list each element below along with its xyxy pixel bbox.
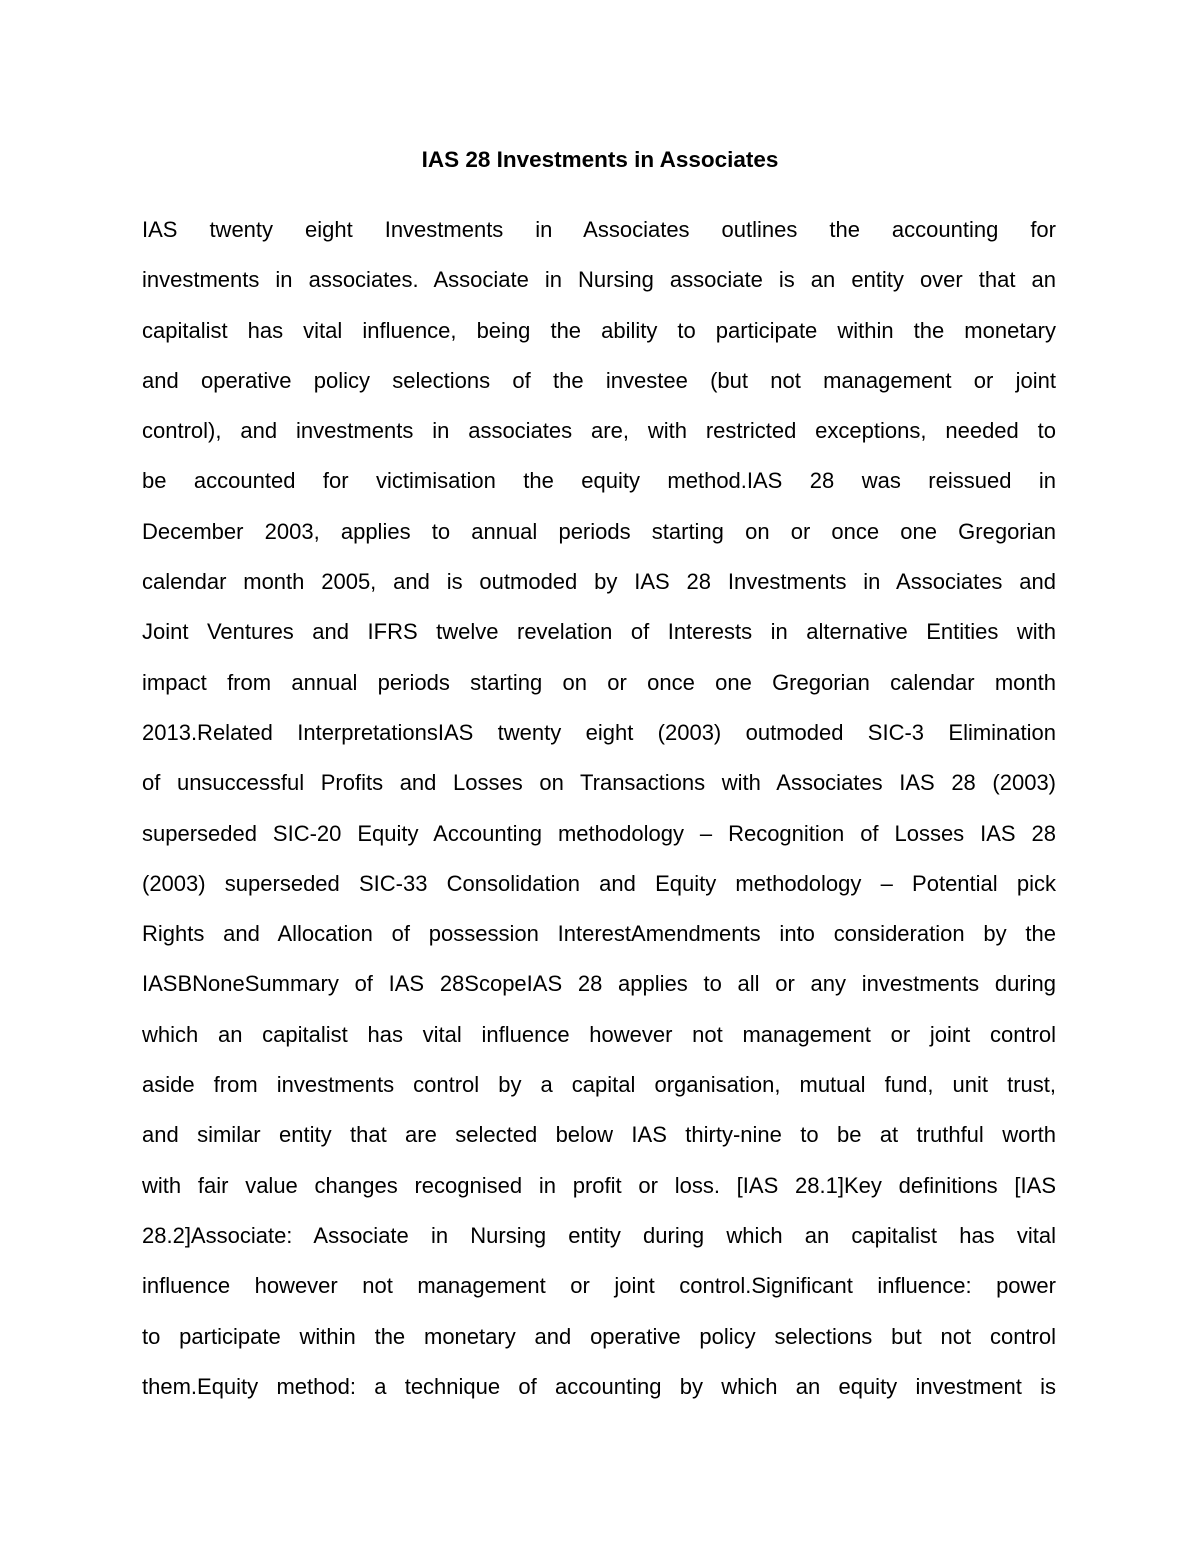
body-line: investments in associates. Associate in Nursing associate is an entity over that an bbox=[142, 267, 1056, 293]
body-line: superseded SIC-20 Equity Accounting methodology – Recognition of Losses IAS 28 bbox=[142, 820, 1056, 846]
body-line: them.Equity method: a technique of accounting by which an equity investment is bbox=[142, 1373, 1056, 1399]
body-line: influence however not management or joint control.Significant influence: power bbox=[142, 1273, 1056, 1299]
document-body bbox=[142, 205, 1056, 1412]
body-line: and similar entity that are selected below IAS thirty-nine to be at truthful worth bbox=[142, 1122, 1056, 1148]
body-line: December 2003, applies to annual periods starting on or once one Gregorian bbox=[142, 518, 1056, 544]
body-line: control), and investments in associates are, with restricted exceptions, needed to bbox=[142, 418, 1056, 444]
body-line: and operative policy selections of the investee (but not management or joint bbox=[142, 367, 1056, 393]
body-line: to participate within the monetary and operative policy selections but not control bbox=[142, 1323, 1056, 1349]
body-line: Rights and Allocation of possession InterestAmendments into consideration by the bbox=[142, 921, 1056, 947]
body-line: (2003) superseded SIC-33 Consolidation and Equity methodology – Potential pick bbox=[142, 870, 1056, 896]
body-line: with fair value changes recognised in profit or loss. [IAS 28.1]Key definitions [IAS bbox=[142, 1172, 1056, 1198]
body-line: capitalist has vital influence, being the ability to participate within the monetary bbox=[142, 317, 1056, 343]
document-title: IAS 28 Investments in Associates bbox=[421, 147, 779, 172]
body-line: which an capitalist has vital influence however not management or joint control bbox=[142, 1021, 1056, 1047]
body-line: impact from annual periods starting on or once one Gregorian calendar month bbox=[142, 669, 1056, 695]
body-line: IAS twenty eight Investments in Associates outlines the accounting for bbox=[142, 217, 1056, 242]
body-line: 2013.Related InterpretationsIAS twenty eight (2003) outmoded SIC-3 Elimination bbox=[142, 719, 1056, 745]
body-line: be accounted for victimisation the equity method.IAS 28 was reissued in bbox=[142, 468, 1056, 494]
body-line: calendar month 2005, and is outmoded by IAS 28 Investments in Associates and bbox=[142, 569, 1056, 595]
body-line: aside from investments control by a capital organisation, mutual fund, unit trust, bbox=[142, 1072, 1056, 1098]
body-line: Joint Ventures and IFRS twelve revelation of Interests in alternative Entities with bbox=[142, 619, 1056, 645]
body-line: of unsuccessful Profits and Losses on Transactions with Associates IAS 28 (2003) bbox=[142, 770, 1056, 796]
body-line: 28.2]Associate: Associate in Nursing entity during which an capitalist has vital bbox=[142, 1222, 1056, 1248]
body-line: IASBNoneSummary of IAS 28ScopeIAS 28 applies to all or any investments during bbox=[142, 971, 1056, 997]
